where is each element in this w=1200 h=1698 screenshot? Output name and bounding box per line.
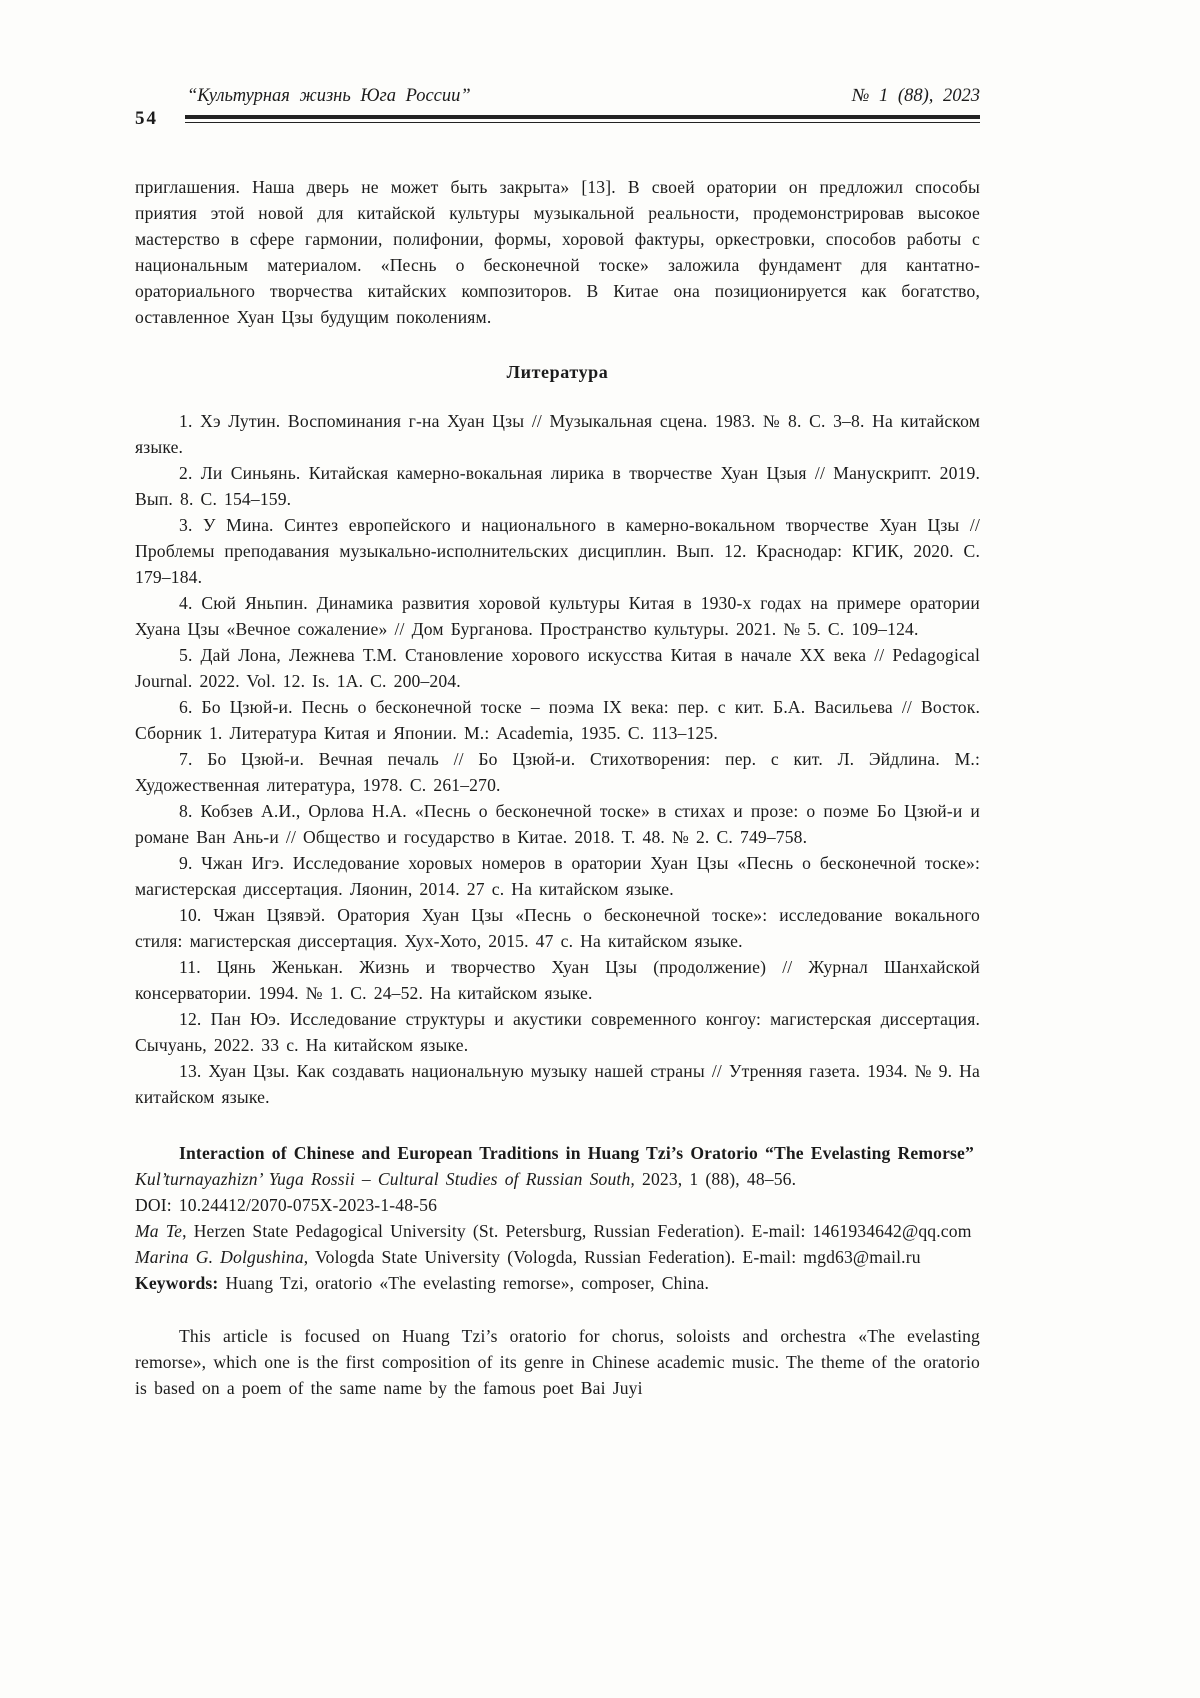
- reference-item-5: 5. Дай Лона, Лежнева Т.М. Становление хорового искусства Китая в начале XX века // Pedagogical Journal. 2022. Vol. 12. Is. 1A. С. 200–204.: [135, 645, 980, 691]
- journal-title: “Культурная жизнь Юга России”: [187, 86, 471, 106]
- author-1-name: Ma Te: [135, 1221, 183, 1241]
- intro-paragraph: приглашения. Наша дверь не может быть закрыта» [13]. В своей оратории он предложил способы приятия этой новой для китайской культуры музыкальной реальности, продемонстрировав высокое мастерство в сфере гармонии, полифонии, формы, хоровой фактуры, оркестровки, способов работы с национальным материалом. «Песнь о бесконечной тоске» заложила фундамент для кантатно-ораториального творчества китайских композиторов. В Китае она позиционируется как богатство, оставленное Хуан Цзы будущим поколениям.: [135, 177, 980, 327]
- header-rule-row: [135, 108, 980, 130]
- section-title-literature: Литература: [506, 362, 609, 382]
- reference-item-10: 10. Чжан Цзявэй. Оратория Хуан Цзы «Песнь о бесконечной тоске»: исследование вокального стиля: магистерская диссертация. Хух-Хото, 2015. 47 с. На китайском языке.: [135, 905, 980, 951]
- doi-line: DOI: 10.24412/2070-075X-2023-1-48-56: [135, 1195, 438, 1215]
- page-header: [135, 86, 980, 130]
- journal-reference-line: [135, 1166, 980, 1192]
- reference-item-7: 7. Бо Цзюй-и. Вечная печаль // Бо Цзюй-и. Стихотворения: пер. с кит. Л. Эйдлина. М.: Художественная литература, 1978. С. 261–270.: [135, 749, 980, 795]
- journal-page: [135, 0, 980, 1401]
- keywords-line: [135, 1270, 980, 1296]
- author-line-2: [135, 1244, 980, 1270]
- issue-label: № 1 (88), 2023: [851, 86, 980, 106]
- reference-item-13: 13. Хуан Цзы. Как создавать национальную музыку нашей страны // Утренняя газета. 1934. № 9. На китайском языке.: [135, 1061, 980, 1107]
- reference-item-11: 11. Цянь Женькан. Жизнь и творчество Хуан Цзы (продолжение) // Журнал Шанхайской консерватории. 1994. № 1. С. 24–52. На китайском языке.: [135, 957, 980, 1003]
- author-1-affiliation: , Herzen State Pedagogical University (St. Petersburg, Russian Federation). E-mail: 1461934642@qq.com: [182, 1221, 972, 1241]
- journal-reference-rest: 2023, 1 (88), 48–56.: [634, 1169, 797, 1189]
- references-list: [135, 408, 980, 1110]
- author-line-1: [135, 1218, 980, 1244]
- running-head: [187, 86, 980, 107]
- reference-item-3: 3. У Мина. Синтез европейского и национального в камерно-вокальном творчестве Хуан Цзы // Проблемы преподавания музыкально-исполнительских дисциплин. Вып. 12. Краснодар: КГИК, 2020. С. 179–184.: [135, 515, 980, 587]
- reference-item-4: 4. Сюй Яньпин. Динамика развития хоровой культуры Китая в 1930-х годах на примере оратории Хуана Цзы «Вечное сожаление» // Дом Бурганова. Пространство культуры. 2021. № 5. С. 109–124.: [135, 593, 980, 639]
- header-rule: [185, 115, 980, 123]
- page-number: 54: [135, 108, 158, 129]
- keywords-text: Huang Tzi, oratorio «The evelasting remorse», composer, China.: [218, 1273, 710, 1293]
- abstract-paragraph: This article is focused on Huang Tzi’s oratorio for chorus, soloists and orchestra «The evelasting remorse», which one is the first composition of its genre in Chinese academic music. The theme of the oratorio is based on a poem of the same name by the famous poet Bai Juyi: [135, 1326, 980, 1398]
- journal-reference-italic: Kul’turnayazhizn’ Yuga Rossii – Cultural Studies of Russian South,: [135, 1169, 635, 1189]
- author-2-affiliation: , Vologda State University (Vologda, Russian Federation). E-mail: mgd63@mail.ru: [303, 1247, 921, 1267]
- reference-item-1: 1. Хэ Лутин. Воспоминания г-на Хуан Цзы // Музыкальная сцена. 1983. № 8. С. 3–8. На китайском языке.: [135, 411, 980, 457]
- reference-item-6: 6. Бо Цзюй-и. Песнь о бесконечной тоске – поэма IX века: пер. с кит. Б.А. Васильева // Восток. Сборник 1. Литература Китая и Японии. М.: Academia, 1935. С. 113–125.: [135, 697, 980, 743]
- english-article-title: Interaction of Chinese and European Traditions in Huang Tzi’s Oratorio “The Evelasting Remorse”: [179, 1143, 974, 1163]
- author-2-name: Marina G. Dolgushina: [135, 1247, 304, 1267]
- header-rule-thin: [185, 122, 980, 123]
- reference-item-8: 8. Кобзев А.И., Орлова Н.А. «Песнь о бесконечной тоске» в стихах и прозе: о поэме Бо Цзюй-и и романе Ван Ань-и // Общество и государство в Китае. 2018. Т. 48. № 2. С. 749–758.: [135, 801, 980, 847]
- header-rule-thick: [185, 115, 980, 119]
- reference-item-12: 12. Пан Юэ. Исследование структуры и акустики современного конгоу: магистерская диссертация. Сычуань, 2022. 33 с. На китайском языке.: [135, 1009, 980, 1055]
- reference-item-2: 2. Ли Синьянь. Китайская камерно-вокальная лирика в творчестве Хуан Цзыя // Манускрипт. 2019. Вып. 8. С. 154–159.: [135, 463, 980, 509]
- keywords-label: Keywords:: [135, 1273, 219, 1293]
- english-metadata-block: [135, 1140, 980, 1401]
- reference-item-9: 9. Чжан Игэ. Исследование хоровых номеров в оратории Хуан Цзы «Песнь о бесконечной тоске»: магистерская диссертация. Ляонин, 2014. 27 с. На китайском языке.: [135, 853, 980, 899]
